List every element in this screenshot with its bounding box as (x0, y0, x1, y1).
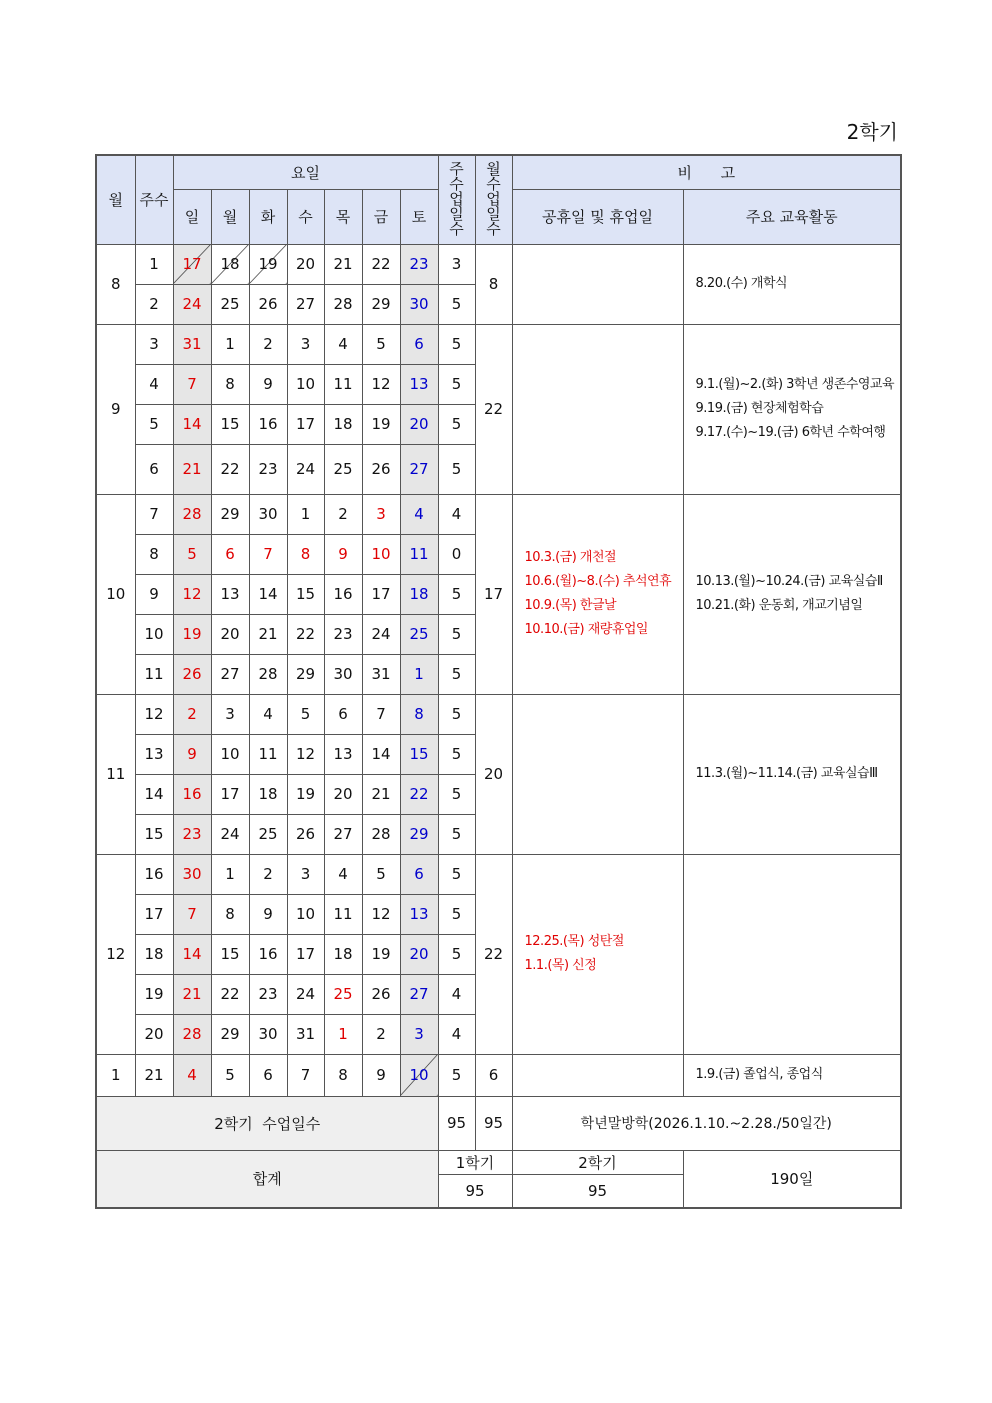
activities-cell (683, 1054, 901, 1096)
day-cell-sun: 28 (173, 494, 211, 534)
day-cell-thu: 4 (324, 854, 362, 894)
day-cell-tue: 2 (249, 324, 287, 364)
month-school-days: 22 (475, 854, 512, 1054)
week-number: 17 (135, 894, 173, 934)
month-school-days: 17 (475, 494, 512, 694)
week-number: 13 (135, 734, 173, 774)
day-cell-tue: 21 (249, 614, 287, 654)
week-school-days: 0 (438, 534, 475, 574)
total-label: 합계 (96, 1150, 438, 1208)
week-number: 3 (135, 324, 173, 364)
day-cell-tue: 9 (249, 364, 287, 404)
holidays-cell (512, 494, 683, 694)
week-school-days: 5 (438, 734, 475, 774)
day-cell-mon: 24 (211, 814, 249, 854)
day-cell-fri: 17 (362, 574, 400, 614)
day-cell-thu: 9 (324, 534, 362, 574)
day-cell-fri: 19 (362, 934, 400, 974)
day-cell-wed: 12 (287, 734, 324, 774)
day-cell-mon: 29 (211, 1014, 249, 1054)
activity-item: 8.20.(수) 개학식 (695, 276, 788, 291)
day-cell-sat: 20 (400, 934, 438, 974)
header-holidays: 공휴일 및 휴업일 (512, 189, 683, 244)
day-cell-mon: 1 (211, 324, 249, 364)
day-cell-mon: 8 (211, 364, 249, 404)
day-cell-sun: 7 (173, 364, 211, 404)
week-number: 9 (135, 574, 173, 614)
day-cell-mon: 25 (211, 284, 249, 324)
day-cell-tue: 14 (249, 574, 287, 614)
day-cell-tue: 25 (249, 814, 287, 854)
holiday-item: 12.25.(목) 성탄절 (524, 934, 624, 949)
day-cell-fri: 31 (362, 654, 400, 694)
week-school-days: 3 (438, 244, 475, 284)
total-grand: 190일 (683, 1150, 901, 1208)
day-cell-sun: 26 (173, 654, 211, 694)
week-number: 7 (135, 494, 173, 534)
day-cell-tue: 7 (249, 534, 287, 574)
week-number: 2 (135, 284, 173, 324)
day-cell-mon: 8 (211, 894, 249, 934)
day-cell-fri: 26 (362, 444, 400, 494)
week-number: 19 (135, 974, 173, 1014)
vertical-header-char: 주 (449, 160, 464, 179)
day-cell-mon: 5 (211, 1054, 249, 1096)
activity-item: 10.13.(월)~10.24.(금) 교육실습Ⅱ (695, 574, 883, 589)
day-cell-tue: 18 (249, 774, 287, 814)
day-cell-wed: 15 (287, 574, 324, 614)
header-day-thu: 목 (324, 189, 362, 244)
day-cell-sat: 25 (400, 614, 438, 654)
holiday-item: 10.6.(월)~8.(수) 추석연휴 (524, 574, 672, 589)
day-cell-sun: 21 (173, 974, 211, 1014)
day-cell-sun: 30 (173, 854, 211, 894)
activities-cell (683, 324, 901, 494)
day-cell-mon: 15 (211, 934, 249, 974)
week-number: 6 (135, 444, 173, 494)
total-sem2-value: 95 (512, 1174, 683, 1208)
header-day-wed: 수 (287, 189, 324, 244)
week-school-days: 5 (438, 694, 475, 734)
activity-item: 9.1.(월)~2.(화) 3학년 생존수영교육 (695, 377, 895, 392)
vertical-header-char: 업 (449, 190, 464, 209)
day-cell-tue: 9 (249, 894, 287, 934)
summary-vacation: 학년말방학(2026.1.10.~2.28./50일간) (512, 1096, 901, 1150)
day-cell-tue: 16 (249, 934, 287, 974)
vertical-header-char: 수 (486, 220, 501, 239)
week-school-days: 5 (438, 444, 475, 494)
day-cell-thu: 18 (324, 404, 362, 444)
month-cell: 11 (96, 694, 135, 854)
vertical-header-char: 업 (486, 190, 501, 209)
summary-month-total: 95 (475, 1096, 512, 1150)
day-cell-wed: 7 (287, 1054, 324, 1096)
day-cell-sat: 8 (400, 694, 438, 734)
semester-title: 2학기 (846, 120, 898, 144)
day-cell-tue: 26 (249, 284, 287, 324)
day-cell-tue: 11 (249, 734, 287, 774)
day-cell-fri: 3 (362, 494, 400, 534)
day-cell-sat: 6 (400, 324, 438, 364)
day-cell-wed: 31 (287, 1014, 324, 1054)
day-cell-sat: 15 (400, 734, 438, 774)
header-month: 월 (96, 155, 135, 244)
vertical-header-char: 수 (486, 175, 501, 194)
week-school-days: 5 (438, 404, 475, 444)
day-cell-wed: 24 (287, 974, 324, 1014)
month-school-days: 20 (475, 694, 512, 854)
day-cell-fri: 5 (362, 324, 400, 364)
vertical-header-char: 월 (486, 160, 501, 179)
holidays-cell (512, 694, 683, 854)
summary-label: 2학기 수업일수 (96, 1096, 438, 1150)
week-number: 12 (135, 694, 173, 734)
month-cell: 10 (96, 494, 135, 694)
day-cell-sun: 14 (173, 404, 211, 444)
day-cell-wed: 26 (287, 814, 324, 854)
day-cell-tue: 19 (249, 244, 287, 284)
academic-calendar-table (95, 154, 902, 1209)
month-cell: 12 (96, 854, 135, 1054)
day-cell-sun: 5 (173, 534, 211, 574)
week-number: 8 (135, 534, 173, 574)
holidays-cell (512, 244, 683, 324)
day-cell-thu: 25 (324, 974, 362, 1014)
day-cell-mon: 22 (211, 444, 249, 494)
day-cell-thu: 11 (324, 894, 362, 934)
day-cell-fri: 22 (362, 244, 400, 284)
day-cell-mon: 10 (211, 734, 249, 774)
day-cell-wed: 3 (287, 324, 324, 364)
day-cell-thu: 8 (324, 1054, 362, 1096)
header-month-school-days (475, 155, 512, 244)
week-number: 18 (135, 934, 173, 974)
day-cell-sat: 29 (400, 814, 438, 854)
day-cell-wed: 27 (287, 284, 324, 324)
day-cell-tue: 6 (249, 1054, 287, 1096)
holidays-cell (512, 1054, 683, 1096)
week-school-days: 5 (438, 774, 475, 814)
day-cell-sat: 10 (400, 1054, 438, 1096)
day-cell-thu: 25 (324, 444, 362, 494)
day-cell-sun: 24 (173, 284, 211, 324)
week-number: 4 (135, 364, 173, 404)
holiday-item: 10.9.(목) 한글날 (524, 598, 617, 613)
activity-item: 9.17.(수)~19.(금) 6학년 수학여행 (695, 425, 886, 440)
header-week-school-days (438, 155, 475, 244)
day-cell-tue: 23 (249, 444, 287, 494)
header-day-sun: 일 (173, 189, 211, 244)
vertical-header-char: 일 (449, 205, 464, 224)
day-cell-wed: 8 (287, 534, 324, 574)
day-cell-sun: 9 (173, 734, 211, 774)
day-cell-tue: 28 (249, 654, 287, 694)
day-cell-fri: 21 (362, 774, 400, 814)
day-cell-mon: 1 (211, 854, 249, 894)
month-cell: 8 (96, 244, 135, 324)
week-school-days: 5 (438, 814, 475, 854)
week-number: 21 (135, 1054, 173, 1096)
day-cell-fri: 14 (362, 734, 400, 774)
day-cell-thu: 21 (324, 244, 362, 284)
header-week: 주수 (135, 155, 173, 244)
week-number: 14 (135, 774, 173, 814)
activity-item: 11.3.(월)~11.14.(금) 교육실습Ⅲ (695, 766, 878, 781)
holiday-item: 1.1.(목) 신정 (524, 958, 597, 973)
week-school-days: 5 (438, 854, 475, 894)
activities-cell (683, 854, 901, 1054)
week-number: 10 (135, 614, 173, 654)
vertical-header-char: 일 (486, 205, 501, 224)
holiday-item: 10.10.(금) 재량휴업일 (524, 622, 648, 637)
day-cell-sun: 7 (173, 894, 211, 934)
day-cell-sun: 19 (173, 614, 211, 654)
day-cell-sat: 23 (400, 244, 438, 284)
day-cell-tue: 2 (249, 854, 287, 894)
day-cell-sat: 6 (400, 854, 438, 894)
day-cell-wed: 29 (287, 654, 324, 694)
day-cell-mon: 27 (211, 654, 249, 694)
header-activities: 주요 교육활동 (683, 189, 901, 244)
day-cell-sat: 27 (400, 444, 438, 494)
week-number: 5 (135, 404, 173, 444)
day-cell-sat: 3 (400, 1014, 438, 1054)
day-cell-fri: 10 (362, 534, 400, 574)
day-cell-wed: 3 (287, 854, 324, 894)
week-school-days: 4 (438, 1014, 475, 1054)
week-number: 11 (135, 654, 173, 694)
day-cell-sun: 28 (173, 1014, 211, 1054)
day-cell-fri: 2 (362, 1014, 400, 1054)
header-day-tue: 화 (249, 189, 287, 244)
week-school-days: 4 (438, 494, 475, 534)
holidays-cell (512, 324, 683, 494)
day-cell-fri: 7 (362, 694, 400, 734)
day-cell-mon: 15 (211, 404, 249, 444)
day-cell-thu: 20 (324, 774, 362, 814)
day-cell-thu: 11 (324, 364, 362, 404)
day-cell-sat: 13 (400, 364, 438, 404)
day-cell-sat: 18 (400, 574, 438, 614)
day-cell-fri: 19 (362, 404, 400, 444)
month-school-days: 8 (475, 244, 512, 324)
day-cell-thu: 1 (324, 1014, 362, 1054)
holiday-item: 10.3.(금) 개천절 (524, 550, 617, 565)
day-cell-tue: 30 (249, 494, 287, 534)
header-weekday-group: 요일 (173, 155, 438, 189)
week-school-days: 5 (438, 614, 475, 654)
week-school-days: 5 (438, 284, 475, 324)
total-sem1-value: 95 (438, 1174, 512, 1208)
activities-cell (683, 494, 901, 694)
day-cell-thu: 4 (324, 324, 362, 364)
week-school-days: 5 (438, 1054, 475, 1096)
day-cell-fri: 5 (362, 854, 400, 894)
month-school-days: 6 (475, 1054, 512, 1096)
week-number: 20 (135, 1014, 173, 1054)
day-cell-fri: 29 (362, 284, 400, 324)
day-cell-thu: 16 (324, 574, 362, 614)
total-sem1-label: 1학기 (438, 1150, 512, 1174)
week-number: 1 (135, 244, 173, 284)
day-cell-thu: 13 (324, 734, 362, 774)
week-school-days: 5 (438, 324, 475, 364)
header-day-fri: 금 (362, 189, 400, 244)
week-number: 16 (135, 854, 173, 894)
day-cell-wed: 17 (287, 404, 324, 444)
week-school-days: 5 (438, 894, 475, 934)
day-cell-thu: 6 (324, 694, 362, 734)
total-sem2-label: 2학기 (512, 1150, 683, 1174)
day-cell-sun: 17 (173, 244, 211, 284)
day-cell-tue: 30 (249, 1014, 287, 1054)
day-cell-wed: 17 (287, 934, 324, 974)
day-cell-sat: 30 (400, 284, 438, 324)
day-cell-tue: 4 (249, 694, 287, 734)
day-cell-fri: 9 (362, 1054, 400, 1096)
day-cell-sun: 12 (173, 574, 211, 614)
day-cell-sun: 4 (173, 1054, 211, 1096)
day-cell-sun: 16 (173, 774, 211, 814)
week-school-days: 4 (438, 974, 475, 1014)
day-cell-thu: 30 (324, 654, 362, 694)
day-cell-thu: 2 (324, 494, 362, 534)
day-cell-sun: 21 (173, 444, 211, 494)
day-cell-mon: 3 (211, 694, 249, 734)
day-cell-mon: 18 (211, 244, 249, 284)
day-cell-sat: 22 (400, 774, 438, 814)
month-cell: 1 (96, 1054, 135, 1096)
day-cell-wed: 24 (287, 444, 324, 494)
day-cell-wed: 5 (287, 694, 324, 734)
day-cell-sat: 27 (400, 974, 438, 1014)
day-cell-wed: 10 (287, 894, 324, 934)
day-cell-thu: 28 (324, 284, 362, 324)
day-cell-wed: 22 (287, 614, 324, 654)
day-cell-mon: 29 (211, 494, 249, 534)
week-school-days: 5 (438, 654, 475, 694)
week-school-days: 5 (438, 574, 475, 614)
day-cell-sat: 11 (400, 534, 438, 574)
day-cell-sun: 14 (173, 934, 211, 974)
activity-item: 10.21.(화) 운동회, 개교기념일 (695, 598, 863, 613)
day-cell-wed: 20 (287, 244, 324, 284)
day-cell-sat: 4 (400, 494, 438, 534)
day-cell-fri: 28 (362, 814, 400, 854)
week-school-days: 5 (438, 364, 475, 404)
day-cell-fri: 12 (362, 364, 400, 404)
day-cell-mon: 22 (211, 974, 249, 1014)
day-cell-mon: 6 (211, 534, 249, 574)
day-cell-fri: 12 (362, 894, 400, 934)
activities-cell (683, 244, 901, 324)
day-cell-thu: 18 (324, 934, 362, 974)
header-day-sat: 토 (400, 189, 438, 244)
day-cell-thu: 23 (324, 614, 362, 654)
activity-item: 9.19.(금) 현장체험학습 (695, 401, 824, 416)
week-school-days: 5 (438, 934, 475, 974)
summary-week-total: 95 (438, 1096, 475, 1150)
header-remarks: 비 고 (512, 155, 901, 189)
day-cell-sun: 31 (173, 324, 211, 364)
day-cell-sat: 1 (400, 654, 438, 694)
day-cell-mon: 20 (211, 614, 249, 654)
day-cell-fri: 24 (362, 614, 400, 654)
activity-item: 1.9.(금) 졸업식, 종업식 (695, 1067, 823, 1082)
day-cell-sat: 20 (400, 404, 438, 444)
activities-cell (683, 694, 901, 854)
day-cell-mon: 13 (211, 574, 249, 614)
month-school-days: 22 (475, 324, 512, 494)
day-cell-sat: 13 (400, 894, 438, 934)
day-cell-wed: 1 (287, 494, 324, 534)
vertical-header-char: 수 (449, 220, 464, 239)
day-cell-thu: 27 (324, 814, 362, 854)
holidays-cell (512, 854, 683, 1054)
day-cell-tue: 23 (249, 974, 287, 1014)
month-cell: 9 (96, 324, 135, 494)
day-cell-sun: 23 (173, 814, 211, 854)
day-cell-wed: 10 (287, 364, 324, 404)
day-cell-tue: 16 (249, 404, 287, 444)
day-cell-wed: 19 (287, 774, 324, 814)
week-number: 15 (135, 814, 173, 854)
day-cell-mon: 17 (211, 774, 249, 814)
day-cell-sun: 2 (173, 694, 211, 734)
header-day-mon: 월 (211, 189, 249, 244)
vertical-header-char: 수 (449, 175, 464, 194)
day-cell-fri: 26 (362, 974, 400, 1014)
